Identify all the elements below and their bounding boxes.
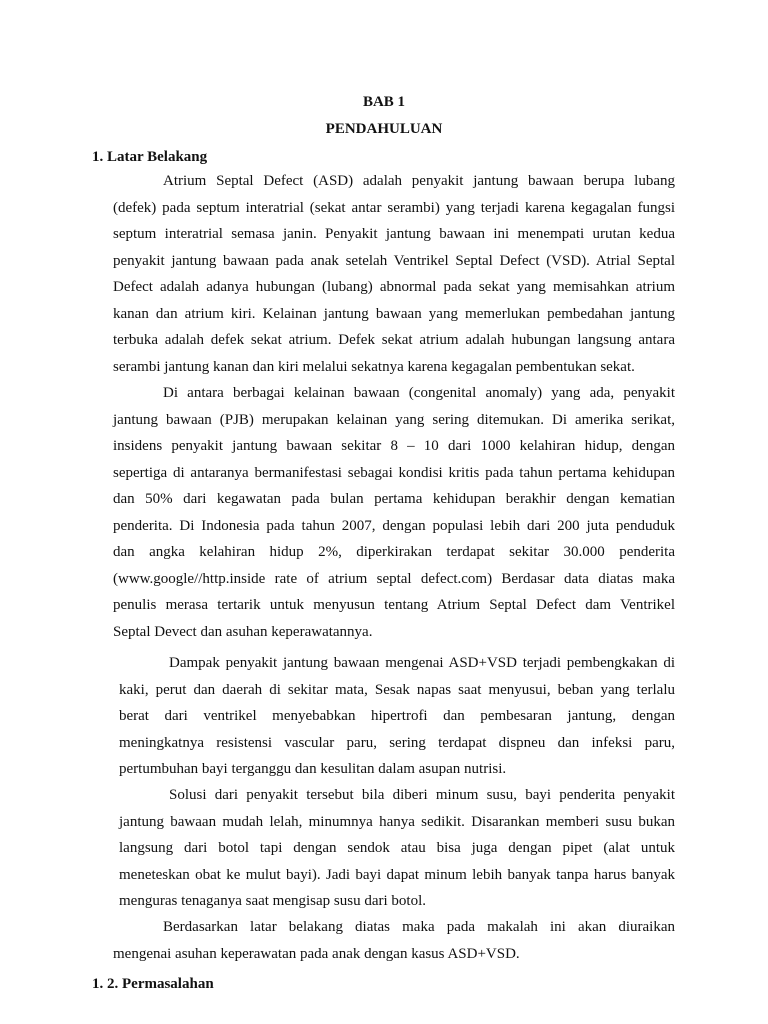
paragraph-line: penyakit jantung bawaan pada anak setelah Ventrikel Septal Defect (VSD). Atrial Septal [113, 252, 675, 269]
paragraph-line: menguras tenaganya saat mengisap susu dari botol. [119, 893, 427, 909]
paragraph-line: dan angka kelahiran hidup 2%, diperkirakan terdapat sekitar 30.000 penderita [113, 544, 675, 560]
paragraph-line: penderita. Di Indonesia pada tahun 2007, dengan populasi lebih dari 200 juta penduduk [113, 517, 675, 534]
chapter-number: BAB 1 [362, 94, 406, 110]
paragraph-line: sepertiga di antaranya bermanifestasi sebagai kondisi kritis pada tahun pertama kehidupan [113, 464, 675, 481]
paragraph-line: Solusi dari penyakit tersebut bila diberi minum susu, bayi penderita penyakit [169, 787, 675, 803]
paragraph-line: penulis merasa tertarik untuk menyusun tentang Atrium Septal Defect dam Ventrikel [113, 597, 675, 613]
paragraph-line: Atrium Septal Defect (ASD) adalah penyakit jantung bawaan berupa lubang [163, 173, 675, 189]
section-heading-latar-belakang: 1. Latar Belakang [92, 149, 208, 165]
paragraph-line: meneteskan obat ke mulut bayi). Jadi bayi dapat minum lebih banyak tanpa harus banyak [119, 866, 675, 883]
paragraph-3 [119, 650, 675, 783]
paragraph-line: Septal Devect dan asuhan keperawatannya. [113, 623, 373, 640]
paragraph-line: septum interatrial semasa janin. Penyakit jantung bawaan ini menempati urutan kedua [113, 226, 675, 242]
paragraph-line: insidens penyakit jantung bawaan sekitar 8 – 10 dari 1000 kelahiran hidup, dengan [113, 438, 675, 454]
paragraph-1 [113, 168, 675, 380]
paragraph-line: Defect adalah adanya hubungan (lubang) abnormal pada sekat yang memisahkan atrium [113, 279, 675, 295]
paragraph-line: (defek) pada septum interatrial (sekat antar serambi) yang terjadi karena kegagalan fungsi [113, 199, 675, 216]
paragraph-line: pertumbuhan bayi terganggu dan kesulitan dalam asupan nutrisi. [119, 761, 507, 777]
paragraph-line: mengenai asuhan keperawatan pada anak dengan kasus ASD+VSD. [113, 945, 520, 962]
paragraph-4 [119, 782, 675, 915]
paragraph-line: serambi jantung kanan dan kiri melalui sekatnya karena kegagalan pembentukan sekat. [113, 358, 635, 375]
paragraph-line: Dampak penyakit jantung bawaan mengenai ASD+VSD terjadi pembengkakan di [169, 655, 675, 671]
paragraph-line: kaki, perut dan daerah di sekitar mata, Sesak napas saat menyusui, beban yang terlalu [119, 681, 675, 698]
chapter-title: PENDAHULUAN [325, 121, 443, 137]
paragraph-line: meningkatnya resistensi vascular paru, sering terdapat dispneu dan infeksi paru, [119, 734, 675, 751]
paragraph-line: jantung bawaan (PJB) merupakan kelainan yang sering ditemukan. Di amerika serikat, [113, 411, 675, 428]
paragraph-2 [113, 380, 675, 645]
paragraph-line: kanan dan atrium kiri. Kelainan jantung bawaan yang memerlukan pembedahan jantung [113, 305, 675, 322]
paragraph-line: dan 50% dari kegawatan pada bulan pertama kehidupan berakhir dengan kematian [113, 491, 675, 507]
paragraph-line: berat dari ventrikel menyebabkan hipertrofi dan pembesaran jantung, dengan [119, 708, 675, 724]
paragraph-line: Di antara berbagai kelainan bawaan (congenital anomaly) yang ada, penyakit [163, 385, 675, 401]
paragraph-line: langsung dari botol tapi dengan sendok atau bisa juga dengan pipet (alat untuk [119, 840, 675, 856]
section-heading-permasalahan: 1. 2. Permasalahan [92, 976, 214, 992]
paragraph-line: terbuka adalah defek sekat atrium. Defek sekat atrium adalah hubungan langsung antara [113, 332, 675, 348]
paragraph-line: Berdasarkan latar belakang diatas maka pada makalah ini akan diuraikan [163, 919, 675, 935]
paragraph-line: (www.google//http.inside rate of atrium septal defect.com) Berdasar data diatas maka [113, 570, 675, 587]
paragraph-line: jantung bawaan mudah lelah, minumnya hanya sedikit. Disarankan memberi susu bukan [119, 813, 675, 830]
paragraph-5 [113, 914, 675, 967]
